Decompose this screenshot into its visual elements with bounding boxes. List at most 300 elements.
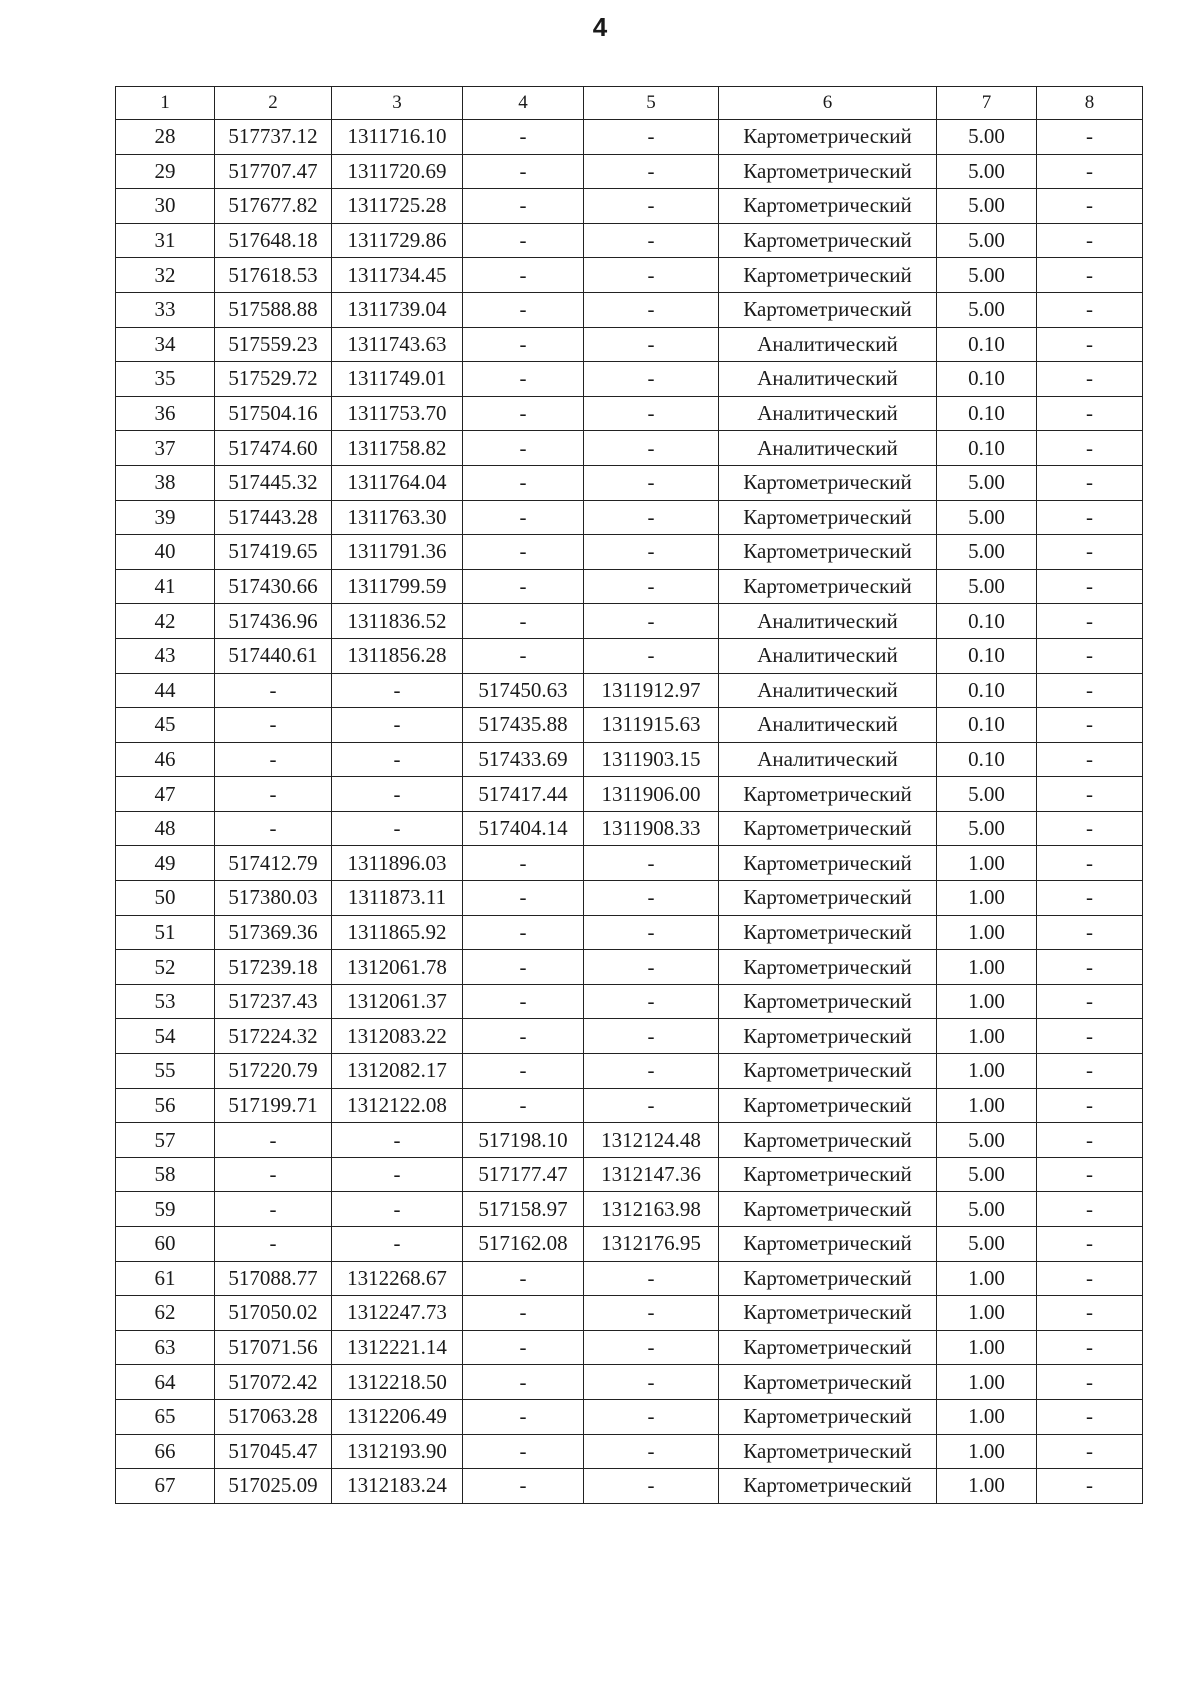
table-cell: - [332,1227,463,1262]
table-cell: 517648.18 [215,223,332,258]
table-cell: - [584,1088,719,1123]
table-row [116,1157,1143,1192]
table-cell: 1.00 [937,846,1037,881]
table-cell: 517239.18 [215,950,332,985]
table-cell: 5.00 [937,223,1037,258]
table-cell: - [584,950,719,985]
table-cell: - [463,327,584,362]
table-cell: 1311734.45 [332,258,463,293]
table-cell: Аналитический [719,362,937,397]
table-cell: 517618.53 [215,258,332,293]
table-cell: 5.00 [937,569,1037,604]
table-cell: Картометрический [719,777,937,812]
table-cell: Картометрический [719,881,937,916]
table-cell: - [215,777,332,812]
table-cell: 1312221.14 [332,1330,463,1365]
table-cell: - [1037,569,1143,604]
table-cell: - [584,189,719,224]
table-cell: 31 [116,223,215,258]
table-cell: 5.00 [937,535,1037,570]
table-cell: 517677.82 [215,189,332,224]
table-cell: 517737.12 [215,120,332,155]
table-cell: - [1037,535,1143,570]
table-cell: 42 [116,604,215,639]
table-cell: 1311896.03 [332,846,463,881]
table-cell: 517369.36 [215,915,332,950]
table-cell: - [584,500,719,535]
table-cell: - [584,327,719,362]
table-cell: - [584,1019,719,1054]
table-cell: 1311865.92 [332,915,463,950]
table-row [116,742,1143,777]
table-cell: 1311725.28 [332,189,463,224]
table-row [116,638,1143,673]
table-cell: - [1037,881,1143,916]
table-cell: 517224.32 [215,1019,332,1054]
table-cell: - [463,362,584,397]
table-cell: - [463,984,584,1019]
table-cell: 64 [116,1365,215,1400]
table-cell: 5.00 [937,811,1037,846]
table-cell: 0.10 [937,396,1037,431]
table-cell: 1312206.49 [332,1399,463,1434]
table-cell: 0.10 [937,742,1037,777]
table-cell: Картометрический [719,500,937,535]
table-cell: Картометрический [719,154,937,189]
table-cell: 50 [116,881,215,916]
table-cell: - [584,1399,719,1434]
table-cell: 1311749.01 [332,362,463,397]
table-cell: 1.00 [937,950,1037,985]
table-cell: 1312163.98 [584,1192,719,1227]
table-cell: - [1037,154,1143,189]
table-cell: 0.10 [937,638,1037,673]
table-cell: - [463,1434,584,1469]
table-cell: 44 [116,673,215,708]
table-cell: - [463,154,584,189]
table-cell: Картометрический [719,569,937,604]
table-cell: - [332,673,463,708]
table-cell: 5.00 [937,1123,1037,1158]
table-cell: - [1037,673,1143,708]
table-cell: 1312218.50 [332,1365,463,1400]
table-cell: - [463,1365,584,1400]
table-cell: 1311908.33 [584,811,719,846]
table-cell: - [1037,1123,1143,1158]
table-cell: - [1037,742,1143,777]
table-cell: 1.00 [937,1261,1037,1296]
table-cell: 65 [116,1399,215,1434]
table-row [116,673,1143,708]
table-cell: - [584,362,719,397]
table-cell: - [1037,396,1143,431]
table-cell: 517177.47 [463,1157,584,1192]
table-cell: 1.00 [937,915,1037,950]
table-cell: - [1037,1088,1143,1123]
table-cell: 1312083.22 [332,1019,463,1054]
table-cell: - [215,1157,332,1192]
table-cell: - [584,1261,719,1296]
table-cell: 1312122.08 [332,1088,463,1123]
table-cell: Аналитический [719,604,937,639]
table-cell: - [1037,189,1143,224]
table-cell: 1311799.59 [332,569,463,604]
table-cell: Аналитический [719,396,937,431]
table-cell: 53 [116,984,215,1019]
table-cell: 517445.32 [215,465,332,500]
table-cell: 34 [116,327,215,362]
table-cell: 1311729.86 [332,223,463,258]
table-row [116,708,1143,743]
table-cell: - [332,1123,463,1158]
table-row [116,1019,1143,1054]
column-header: 1 [116,87,215,120]
table-row [116,1054,1143,1089]
table-cell: - [463,258,584,293]
table-cell: - [463,431,584,466]
table-cell: 517430.66 [215,569,332,604]
table-cell: 5.00 [937,465,1037,500]
table-cell: - [584,396,719,431]
table-cell: - [1037,223,1143,258]
table-cell: 55 [116,1054,215,1089]
table-cell: 1.00 [937,1019,1037,1054]
table-cell: Картометрический [719,1088,937,1123]
table-cell: 517559.23 [215,327,332,362]
table-row [116,535,1143,570]
table-body [116,87,1143,1504]
table-cell: - [1037,292,1143,327]
table-row [116,362,1143,397]
table-cell: 1.00 [937,1054,1037,1089]
table-cell: - [332,811,463,846]
table-cell: 41 [116,569,215,604]
table-cell: 1.00 [937,1469,1037,1504]
table-cell: 38 [116,465,215,500]
table-cell: 45 [116,708,215,743]
table-cell: Аналитический [719,742,937,777]
table-cell: 517404.14 [463,811,584,846]
table-row [116,431,1143,466]
column-header: 2 [215,87,332,120]
table-cell: 58 [116,1157,215,1192]
table-cell: 28 [116,120,215,155]
table-row [116,120,1143,155]
table-cell: 1311758.82 [332,431,463,466]
table-cell: 33 [116,292,215,327]
table-cell: 1.00 [937,984,1037,1019]
table-row [116,777,1143,812]
table-cell: Картометрический [719,984,937,1019]
table-cell: - [463,292,584,327]
table-cell: - [584,535,719,570]
table-cell: - [1037,1469,1143,1504]
table-cell: 0.10 [937,362,1037,397]
table-cell: - [1037,638,1143,673]
table-cell: 1312268.67 [332,1261,463,1296]
table-cell: 0.10 [937,431,1037,466]
table-row [116,465,1143,500]
table-cell: - [1037,846,1143,881]
table-cell: Картометрический [719,1365,937,1400]
table-cell: - [1037,1365,1143,1400]
table-row [116,1296,1143,1331]
column-header: 3 [332,87,463,120]
table-cell: - [463,223,584,258]
table-cell: - [332,708,463,743]
table-header-row [116,87,1143,120]
table-cell: - [1037,604,1143,639]
table-cell: 48 [116,811,215,846]
table-cell: - [584,569,719,604]
table-cell: - [1037,120,1143,155]
table-cell: - [584,846,719,881]
table-cell: 1311753.70 [332,396,463,431]
table-cell: 517529.72 [215,362,332,397]
table-cell: 1312124.48 [584,1123,719,1158]
table-cell: - [584,120,719,155]
table-cell: - [1037,465,1143,500]
table-cell: 517504.16 [215,396,332,431]
table-row [116,1434,1143,1469]
table-cell: Картометрический [719,223,937,258]
table-cell: Картометрический [719,1469,937,1504]
table-cell: - [463,465,584,500]
table-cell: 517436.96 [215,604,332,639]
table-cell: 517162.08 [463,1227,584,1262]
table-cell: - [463,500,584,535]
table-cell: - [463,1054,584,1089]
table-row [116,189,1143,224]
table-cell: - [584,1434,719,1469]
table-cell: - [1037,1157,1143,1192]
table-cell: 517450.63 [463,673,584,708]
table-cell: - [1037,1261,1143,1296]
table-cell: - [1037,708,1143,743]
table-cell: - [1037,1399,1143,1434]
table-cell: 66 [116,1434,215,1469]
table-cell: - [1037,431,1143,466]
table-row [116,1261,1143,1296]
page-number: 4 [592,12,608,42]
table-cell: - [584,154,719,189]
table-row [116,569,1143,604]
table-cell: 517412.79 [215,846,332,881]
table-cell: Картометрический [719,189,937,224]
table-cell: - [463,1330,584,1365]
table-cell: - [1037,362,1143,397]
table-cell: 63 [116,1330,215,1365]
table-cell: - [1037,1227,1143,1262]
table-cell: Картометрический [719,1261,937,1296]
table-cell: 36 [116,396,215,431]
table-cell: 517588.88 [215,292,332,327]
table-cell: - [584,1365,719,1400]
table-cell: 51 [116,915,215,950]
table-cell: 1312061.37 [332,984,463,1019]
table-cell: Картометрический [719,1054,937,1089]
table-cell: 5.00 [937,1192,1037,1227]
table-cell: - [1037,1192,1143,1227]
table-cell: - [1037,327,1143,362]
table-cell: 35 [116,362,215,397]
table-cell: 5.00 [937,777,1037,812]
table-cell: 54 [116,1019,215,1054]
table-cell: 0.10 [937,708,1037,743]
table-cell: - [584,604,719,639]
table-cell: Аналитический [719,638,937,673]
table-cell: - [584,223,719,258]
table-row [116,1123,1143,1158]
table-cell: 1311856.28 [332,638,463,673]
table-cell: - [463,604,584,639]
table-cell: Картометрический [719,465,937,500]
table-cell: - [584,1469,719,1504]
table-cell: 517199.71 [215,1088,332,1123]
column-header: 5 [584,87,719,120]
table-cell: 1.00 [937,1088,1037,1123]
table-cell: 1311791.36 [332,535,463,570]
table-cell: 57 [116,1123,215,1158]
table-cell: 1.00 [937,1365,1037,1400]
table-cell: Картометрический [719,1296,937,1331]
table-cell: 62 [116,1296,215,1331]
table-cell: 5.00 [937,189,1037,224]
table-cell: - [1037,1296,1143,1331]
table-row [116,1192,1143,1227]
table-row [116,984,1143,1019]
table-cell: - [584,1054,719,1089]
table-cell: Аналитический [719,327,937,362]
table-cell: 5.00 [937,292,1037,327]
table-row [116,223,1143,258]
table-cell: - [584,1330,719,1365]
table-row [116,1469,1143,1504]
table-cell: 30 [116,189,215,224]
table-cell: 1311873.11 [332,881,463,916]
table-cell: - [463,1088,584,1123]
table-cell: 517025.09 [215,1469,332,1504]
table-cell: 39 [116,500,215,535]
table-row [116,1227,1143,1262]
table-cell: 5.00 [937,258,1037,293]
table-cell: - [463,1261,584,1296]
table-row [116,1399,1143,1434]
table-cell: 61 [116,1261,215,1296]
table-cell: 517433.69 [463,742,584,777]
table-cell: 1312176.95 [584,1227,719,1262]
table-cell: Картометрический [719,1330,937,1365]
column-header: 4 [463,87,584,120]
table-cell: 517380.03 [215,881,332,916]
table-cell: - [215,1192,332,1227]
table-cell: 517440.61 [215,638,332,673]
table-cell: 52 [116,950,215,985]
table-cell: - [584,292,719,327]
table-cell: 1311763.30 [332,500,463,535]
table-cell: 1312247.73 [332,1296,463,1331]
table-row [116,154,1143,189]
table-cell: - [215,811,332,846]
table-cell: - [332,1157,463,1192]
table-cell: 32 [116,258,215,293]
table-cell: Картометрический [719,950,937,985]
table-cell: - [1037,777,1143,812]
table-cell: 1.00 [937,1434,1037,1469]
table-cell: 517088.77 [215,1261,332,1296]
table-row [116,292,1143,327]
table-cell: 517419.65 [215,535,332,570]
table-cell: 49 [116,846,215,881]
table-cell: - [584,915,719,950]
table-cell: 517474.60 [215,431,332,466]
table-cell: - [463,881,584,916]
table-cell: 1.00 [937,1330,1037,1365]
table-cell: - [584,984,719,1019]
table-cell: 1311743.63 [332,327,463,362]
table-cell: - [584,465,719,500]
table-cell: 0.10 [937,604,1037,639]
table-cell: - [1037,1330,1143,1365]
column-header: 7 [937,87,1037,120]
table-cell: Картометрический [719,1019,937,1054]
table-row [116,604,1143,639]
table-cell: 5.00 [937,500,1037,535]
table-cell: Аналитический [719,673,937,708]
table-cell: 517045.47 [215,1434,332,1469]
table-cell: - [215,708,332,743]
table-cell: 5.00 [937,1227,1037,1262]
table-row [116,846,1143,881]
table-row [116,881,1143,916]
table-cell: 1.00 [937,1296,1037,1331]
table-cell: - [463,1399,584,1434]
table-cell: 1312061.78 [332,950,463,985]
table-row [116,500,1143,535]
column-header: 8 [1037,87,1143,120]
table-row [116,811,1143,846]
table-cell: 517417.44 [463,777,584,812]
table-cell: - [215,1123,332,1158]
table-cell: Картометрический [719,1227,937,1262]
table-cell: - [215,742,332,777]
column-header: 6 [719,87,937,120]
table-cell: Аналитический [719,708,937,743]
table-cell: 517237.43 [215,984,332,1019]
table-cell: - [584,431,719,466]
table-cell: 517443.28 [215,500,332,535]
table-cell: 1311906.00 [584,777,719,812]
table-cell: 1311739.04 [332,292,463,327]
table-cell: - [463,189,584,224]
table-cell: 517072.42 [215,1365,332,1400]
table-cell: Картометрический [719,1192,937,1227]
table-cell: Картометрический [719,846,937,881]
table-cell: - [584,638,719,673]
table-cell: 37 [116,431,215,466]
table-cell: 517158.97 [463,1192,584,1227]
table-cell: Картометрический [719,1123,937,1158]
table-cell: - [1037,500,1143,535]
table-cell: 29 [116,154,215,189]
table-cell: 40 [116,535,215,570]
table-row [116,1365,1143,1400]
table-cell: 517050.02 [215,1296,332,1331]
table-cell: - [584,1296,719,1331]
table-cell: - [463,396,584,431]
table-cell: Картометрический [719,292,937,327]
table-cell: Картометрический [719,1399,937,1434]
